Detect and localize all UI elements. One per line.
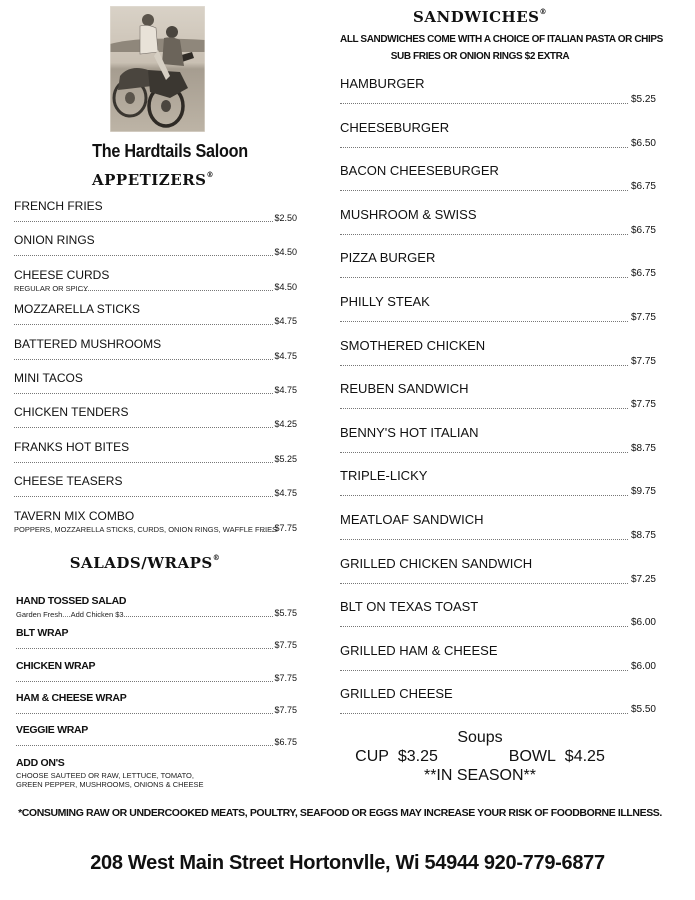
- appetizer-item-name: CHEESE TEASERS: [14, 474, 123, 489]
- appetizer-item: [14, 199, 297, 233]
- appetizer-item: [14, 509, 297, 543]
- sandwich-item: [340, 251, 656, 295]
- appetizer-item-name: BATTERED MUSHROOMS: [14, 336, 162, 351]
- dotted-leader: [14, 496, 273, 497]
- sandwich-item-price: $7.25: [630, 573, 656, 585]
- sandwich-item-price: $6.75: [630, 224, 656, 236]
- dotted-leader: [340, 103, 628, 104]
- appetizer-item-price: $7.75: [274, 522, 297, 533]
- salad-item: [16, 691, 297, 723]
- dotted-leader: [340, 147, 628, 148]
- sandwich-item: [340, 382, 656, 426]
- salad-item-name: HAM & CHEESE WRAP: [16, 691, 127, 704]
- dotted-leader: [340, 321, 628, 322]
- appetizer-item-price: $4.25: [274, 419, 297, 430]
- dotted-leader: [340, 408, 628, 409]
- addons-item: [16, 756, 204, 789]
- appetizer-item: [14, 474, 297, 508]
- sandwich-item-price: $7.75: [630, 355, 656, 367]
- food-safety-warning: *CONSUMING RAW OR UNDERCOOKED MEATS, POULTRY, SEAFOOD OR EGGS MAY INCREASE YOUR RISK OF FOODBORNE ILLNESS.: [18, 807, 662, 819]
- appetizer-item-name: CHEESE CURDS: [14, 267, 110, 282]
- dotted-leader: [78, 290, 273, 291]
- cup-label: CUP: [355, 748, 389, 765]
- bowl-label: BOWL: [508, 748, 556, 765]
- address-footer: 208 West Main Street Hortonvlle, Wi 54944 920-779-6877: [90, 852, 605, 874]
- salad-item-price: $5.75: [274, 608, 297, 618]
- dotted-leader: [14, 359, 273, 360]
- sandwich-item-name: TRIPLE-LICKY: [340, 468, 428, 484]
- salads-heading: SALADS/WRAPS®: [69, 553, 221, 572]
- salad-item-price: $7.75: [274, 704, 297, 715]
- addons-name: ADD ON'S: [16, 757, 65, 769]
- dotted-leader: [16, 745, 273, 746]
- salad-item-price: $7.75: [274, 640, 297, 651]
- dotted-leader: [340, 365, 628, 366]
- dotted-leader: [340, 670, 628, 671]
- sandwich-item: [340, 600, 656, 644]
- salad-item-price: $6.75: [274, 737, 297, 748]
- sandwich-item-price: $6.75: [630, 268, 656, 280]
- dotted-leader: [14, 427, 273, 428]
- vintage-motorcycle-photo: [110, 6, 205, 132]
- sandwich-item-name: GRILLED CHEESE: [340, 686, 453, 702]
- sandwich-item: [340, 426, 656, 470]
- appetizer-item-price: $4.75: [274, 385, 297, 395]
- sandwich-item-name: BACON CHEESEBURGER: [340, 163, 499, 179]
- salad-item: [16, 594, 297, 626]
- addons-line2: GREEN PEPPER, MUSHROOMS, ONIONS & CHEESE: [16, 780, 204, 789]
- sandwich-item: [340, 469, 656, 513]
- appetizer-item-price: $5.25: [274, 453, 297, 464]
- sandwich-item: [340, 208, 656, 252]
- sandwich-item-price: $6.00: [630, 660, 656, 672]
- sandwich-item-price: $6.75: [630, 181, 656, 193]
- salad-item-name: HAND TOSSED SALAD: [16, 595, 127, 607]
- sandwich-item-name: PIZZA BURGER: [340, 250, 436, 266]
- sandwich-item-name: GRILLED CHICKEN SANDWICH: [340, 555, 533, 571]
- soups-title: Soups: [457, 729, 503, 746]
- appetizer-item-price: $4.75: [274, 316, 297, 327]
- venue-name: The Hardtails Saloon: [92, 141, 248, 161]
- dotted-leader: [14, 255, 273, 256]
- sandwich-item-name: MUSHROOM & SWISS: [340, 206, 477, 222]
- dotted-leader: [16, 648, 273, 649]
- sandwich-item-price: $6.50: [630, 137, 656, 149]
- salad-item: [16, 626, 297, 658]
- appetizer-item: [14, 371, 297, 405]
- sandwich-item: [340, 121, 656, 165]
- dotted-leader: [16, 713, 273, 714]
- sandwich-item-price: $9.75: [630, 486, 656, 498]
- addons-line1: CHOOSE SAUTEED OR RAW, LETTUCE, TOMATO,: [16, 771, 194, 780]
- salad-item-description: Garden Fresh....Add Chicken $3: [16, 610, 124, 619]
- sandwiches-note-extra: SUB FRIES OR ONION RINGS $2 EXTRA: [390, 51, 570, 62]
- bowl-price: $4.25: [564, 748, 605, 765]
- sandwich-item-name: BENNY'S HOT ITALIAN: [340, 424, 479, 440]
- sandwich-item-name: CHEESEBURGER: [340, 119, 450, 135]
- sandwich-item-price: $6.00: [630, 617, 656, 629]
- sandwich-item: [340, 513, 656, 557]
- appetizer-item-name: ONION RINGS: [14, 233, 95, 248]
- sandwich-item: [340, 557, 656, 601]
- sandwich-item: [340, 77, 656, 121]
- sandwich-item-price: $5.25: [630, 94, 656, 105]
- sandwiches-heading: SANDWICHES®: [413, 7, 547, 26]
- appetizer-item-description: POPPERS, MOZZARELLA STICKS, CURDS, ONION RINGS, WAFFLE FRIES: [14, 524, 278, 534]
- salad-item-name: CHICKEN WRAP: [16, 659, 96, 672]
- sandwich-item-name: GRILLED HAM & CHEESE: [340, 642, 498, 658]
- sandwich-item-name: SMOTHERED CHICKEN: [340, 337, 486, 353]
- appetizer-item-price: $4.75: [274, 350, 297, 361]
- dotted-leader: [340, 583, 628, 584]
- dotted-leader: [14, 324, 273, 325]
- appetizer-item-price: $4.50: [274, 281, 297, 292]
- sandwich-item-name: HAMBURGER: [340, 76, 425, 91]
- dotted-leader: [340, 234, 628, 235]
- appetizer-item-name: MOZZARELLA STICKS: [14, 302, 141, 317]
- sandwich-item: [340, 339, 656, 383]
- dotted-leader: [340, 277, 628, 278]
- dotted-leader: [14, 393, 273, 394]
- sandwich-item-price: $8.75: [630, 442, 656, 454]
- sandwich-item-price: $8.75: [630, 530, 656, 541]
- dotted-leader: [340, 539, 628, 540]
- appetizer-item-name: CHICKEN TENDERS: [14, 405, 129, 420]
- salad-item-name: BLT WRAP: [16, 627, 69, 640]
- appetizer-item: [14, 233, 297, 267]
- sandwich-item-name: MEATLOAF SANDWICH: [340, 512, 484, 527]
- dotted-leader: [340, 495, 628, 496]
- cup-price: $3.25: [397, 748, 438, 765]
- salad-item-name: VEGGIE WRAP: [16, 724, 88, 737]
- appetizer-item: [14, 268, 297, 302]
- appetizer-item: [14, 302, 297, 336]
- dotted-leader: [14, 221, 273, 222]
- dotted-leader: [14, 462, 273, 463]
- dotted-leader: [340, 190, 628, 191]
- sandwich-item-price: $7.75: [630, 312, 656, 323]
- salad-item: [16, 723, 297, 755]
- dotted-leader: [340, 452, 628, 453]
- sandwich-item-name: PHILLY STEAK: [340, 294, 430, 309]
- sandwich-item: [340, 295, 656, 339]
- salad-item: [16, 659, 297, 691]
- dotted-leader: [262, 531, 273, 532]
- appetizer-item-price: $4.75: [274, 488, 297, 499]
- appetizer-item-name: FRENCH FRIES: [14, 199, 103, 213]
- appetizer-item-name: FRANKS HOT BITES: [14, 439, 130, 454]
- sandwiches-note-sides: ALL SANDWICHES COME WITH A CHOICE OF ITALIAN PASTA OR CHIPS: [340, 34, 663, 45]
- salad-item-price: $7.75: [274, 672, 297, 683]
- sandwich-item: [340, 644, 656, 688]
- appetizer-item: [14, 337, 297, 371]
- dotted-leader: [124, 616, 273, 617]
- dotted-leader: [340, 626, 628, 627]
- sandwich-item: [340, 164, 656, 208]
- appetizer-item: [14, 440, 297, 474]
- dotted-leader: [16, 681, 273, 682]
- sandwich-item: [340, 687, 656, 731]
- soups-season: **IN SEASON**: [423, 767, 537, 784]
- appetizer-item-name: TAVERN MIX COMBO: [14, 508, 135, 523]
- sandwich-item-name: REUBEN SANDWICH: [340, 381, 469, 397]
- sandwich-item-price: $7.75: [630, 399, 656, 411]
- appetizers-heading: APPETIZERS®: [92, 170, 214, 189]
- appetizer-item: [14, 405, 297, 439]
- appetizer-item-description: REGULAR OR SPICY: [14, 283, 89, 293]
- appetizer-item-name: MINI TACOS: [14, 371, 83, 385]
- appetizer-item-price: $2.50: [274, 213, 297, 223]
- soups-prices: [340, 748, 620, 766]
- dotted-leader: [340, 713, 628, 714]
- appetizer-item-price: $4.50: [274, 247, 297, 258]
- sandwich-item-name: BLT ON TEXAS TOAST: [340, 599, 479, 615]
- sandwich-item-price: $5.50: [630, 704, 656, 716]
